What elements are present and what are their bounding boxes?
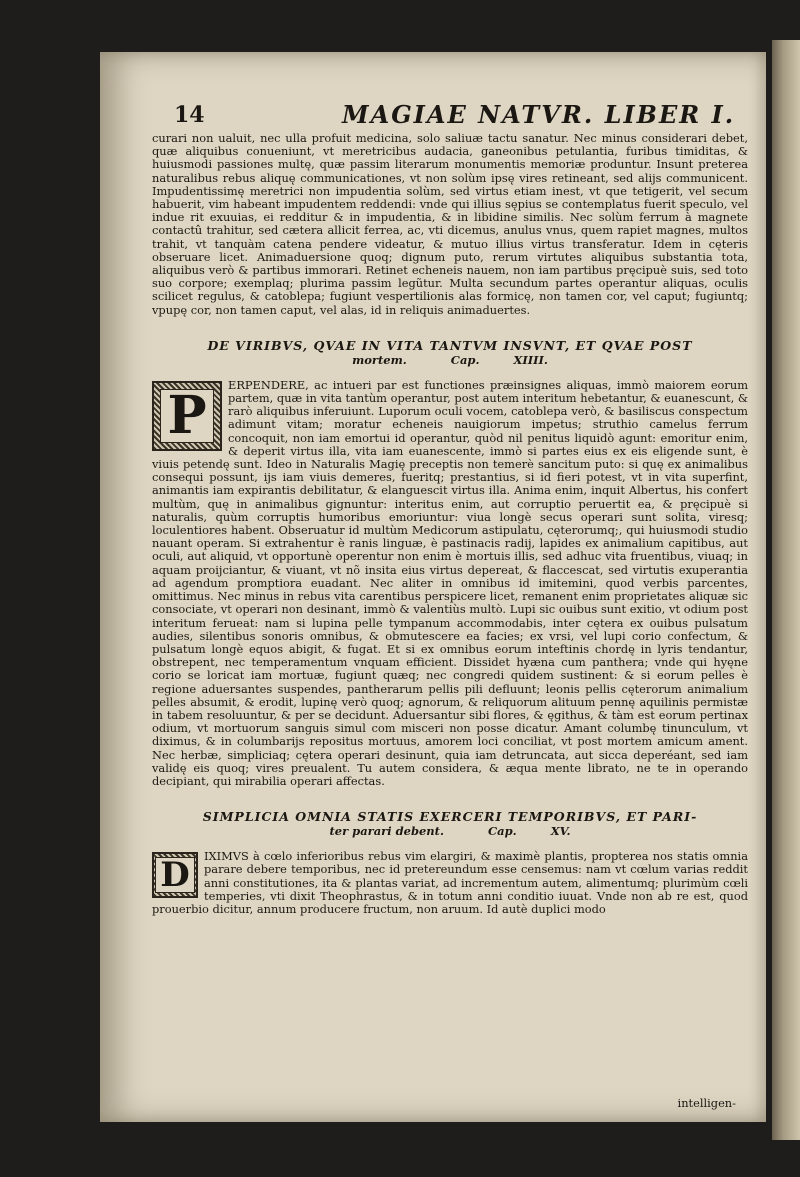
- initial-letter-p: P: [160, 389, 213, 443]
- chapter-15-title-line2: [152, 824, 748, 838]
- chapter-14-cap-number: XIIII.: [513, 352, 548, 367]
- catchword: intelligen-: [677, 1096, 736, 1110]
- top-paragraph: curari non ualuit, nec ulla profuit medicina, solo saliuæ tactu sanatur. Nec minus considerari debet, quæ aliquibus conueniunt, vt meretricibus audacia, ganeonibus petulantia, furibus timiditas, & huiusmodi passiones multę, quæ passim literarum monumentis memoriæ produntur. Insunt preterea naturalibus rebus aliquę communicationes, vt non solùm ipsę vires retineant, sed alijs communicent. Impudentissimę meretrici non impudentia solùm, sed virtus etiam inest, vt que tetigerit, vel secum habuerit, vim habeant impudentem reddendi: vnde qui illius sępius se contemplatus fuerit speculo, vel indue rit exuuias, ei redditur & in impudentia, & in libidine similis. Nec solùm ferrum à magnete contactû trahitur, sed cætera allicit ferrea, ac, vti dicemus, anulus vnus, quem rapiet magnes, multos trahit, vt tanquàm catena pendere videatur, & mutuo illius virtus transferatur. Idem in cęteris obseruare licet. Animaduersione quoq; dignum puto, rerum virtutes aliquibus substantia tota, aliquibus verò & partibus immorari. Retinet echeneis nauem, non iam partibus pręcipuè suis, sed toto suo corpore; exemplaq; plurima passim legũtur. Multa secundum partes operantur aliquas, oculis scilicet regulus, & catoblepa; fugiunt vespertilionis alas formicę, non tamen cor, vel caput; fugiuntq; vpupę cor, non tamen caput, vel alas, id in reliquis animaduertes.: [152, 131, 748, 317]
- chapter-14-cap-label: Cap.: [450, 352, 480, 367]
- running-head: MAGIAE NATVR. LIBER I.: [342, 100, 736, 129]
- chapter-14-title: [152, 339, 748, 367]
- chapter-15-title-line2-text: ter parari debent.: [329, 824, 444, 839]
- book-page: [100, 52, 766, 1122]
- decorated-initial-p: [152, 381, 222, 451]
- facing-page-edge: [772, 40, 800, 1140]
- page-header: [152, 98, 748, 132]
- page-number: 14: [174, 102, 205, 128]
- decorated-initial-d: [152, 852, 198, 898]
- chapter-15-body: [152, 850, 748, 916]
- chapter-14-title-line2: [152, 353, 748, 367]
- chapter-14-title-line1: DE VIRIBVS, QVAE IN VITA TANTVM INSVNT, ET QVAE POST: [207, 337, 693, 353]
- initial-letter-d: D: [155, 857, 194, 893]
- chapter-15-title-line1: SIMPLICIA OMNIA STATIS EXERCERI TEMPORIBVS, ET PARI-: [202, 809, 698, 825]
- chapter-15-title: [152, 810, 748, 838]
- chapter-14-title-line2-text: mortem.: [352, 352, 407, 367]
- chapter-14-text: ERPENDERE, ac intueri par est functiones præinsignes aliquas, immò maiorem eorum partem, quæ in vita tantùm operantur, post autem interitum hebetantur, & euanescunt, & rarò aliquibus inferuiunt. Luporum oculi vocem, catoblepa verò, & basiliscus conspectum adimunt vitam; moratur echeneis nauigiorum impetus; struthio camelus ferrum concoquit, non iam emortui id operantur, quòd nil penitus liquidò agunt: emoritur enim, & deperit virtus illa, vita iam euanescente, immò si partes eius ex eis eligende sunt, è viuis petendę sunt. Ideo in Naturalis Magię preceptis non temerè sancitum puto: si quę ex animalibus consequi possunt, ijs iam viuis demeres, fueritq; prestantius, si id fieri potest, vt in vita superfint, animantis iam expirantis debilitatur, & elanguescit virtus illa. Anima enim, inquit Albertus, his confert multùm, quę in animalibus gignuntur: interitus enim, aut corruptio peruertit ea, & pręcipuè si naturalis, quùm corruptis humoribus emoriuntur: viua longè secus operari sunt solita, viresq; loculentiores habent. Obseruatur id multùm Medicorum astipulatu, cęterorumq;, qui huiusmodi studio nauant operam. Si extrahentur è ranis linguæ, è pastinacis radij, lapides ex animalium capitibus, aut oculi, aut aliquid, vt opportunè operentur non enim è mortuis illis, sed adhuc vita fruentibus, viuaq; in aquam proijciantur, & viuant, vt nõ insita eius virtus depereat, & flaccescat, sed virtutis exuperantia ad agendum promptiora euadant. Nec aliter in omnibus id imitemini, quod verbis parcentes, omittimus. Nec minus in rebus vita carentibus perspicere licet, remanent enim proprietates aliquæ sic consociate, vt operari non desinant, immò & valentiùs multò. Lupi sic ouibus sunt exitio, vt odium post interitum ferueat: nam si lupina pelle tympanum accommodabis, inter cętera ex ouibus pulsatum audies, silentibus sonoris omnibus, & obmutescere ea facies; ex vrsi, vel lupi corio confectum, & pulsatum longè equos abigit, & fugat. Et si ex omnibus eorum inteftinis chordę in lyris tendantur, obstrepent, nec temperamentum vnquam efficient. Dissidet hyæna cum panthera; vnde qui hyęne corio se loricat iam mortuæ, fugiunt quæq; nec congredi quidem sustinent: & si eorum pelles è regione aduersantes suspendes, pantherarum pellis pili defluunt; leonis pellis cęterorum animalium pelles absumit, & erodit, lupinę verò quoq; agnorum, & reliquorum alituum pennę aquilinis permistæ in tabem resoluuntur, & per se decidunt. Aduersantur sibi flores, & ęgithus, & tàm est eorum pertinax odium, vt mortuorum sanguis simul com misceri non posse dicatur. Amant columbę tinunculum, vt diximus, & in columbarijs repositus mortuus, amorem loci conciliat, vt post mortem amicum ament. Nec herbæ, simpliciaq; cętera operari desinunt, quia iam detruncata, aut sicca deperéant, sed iam validę eis quoq; vires preualent. Tu autem considera, & æqua mente librato, ne te in operando decipiant, qui mirabilia operari affectas.: [152, 377, 748, 788]
- chapter-15-cap-label: Cap.: [488, 824, 517, 839]
- chapter-15-cap-number: XV.: [550, 824, 571, 839]
- chapter-15-text: IXIMVS à cœlo inferioribus rebus vim elargiri, & maximè plantis, propterea nos statis omnia parare debere temporibus, nec id pretereundum esse censemus: nam vt cœlum varias reddit anni constitutiones, ita & plantas variat, ad incrementum autem, alimentumq; plurimùm cœli temperies, vti dixit Theophrastus, & in totum anni conditio iuuat. Vnde non ab re est, quod prouerbio dicitur, annum producere fructum, non aruum. Id autè duplici modo: [152, 849, 748, 916]
- chapter-14-body: [152, 379, 748, 788]
